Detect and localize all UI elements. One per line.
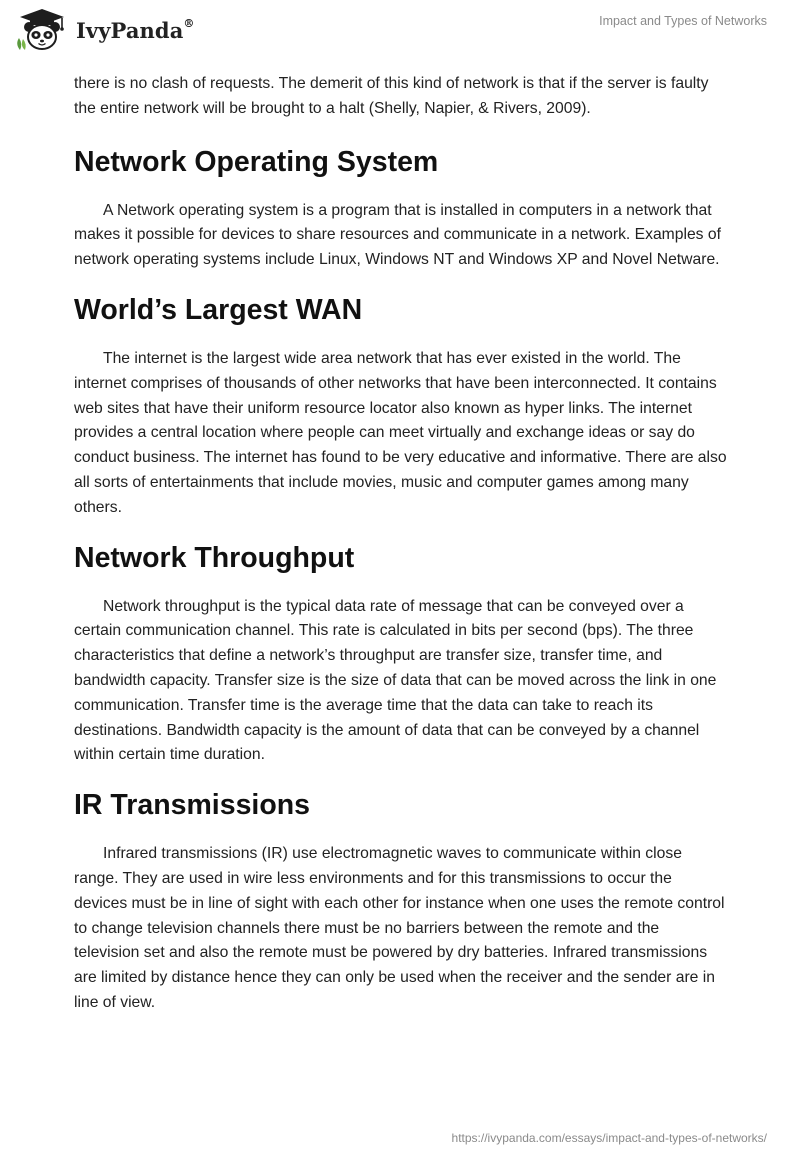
- heading-ir-transmissions: IR Transmissions: [74, 789, 311, 822]
- paragraph-continued: there is no clash of requests. The demerit of this kind of network is that if the server is faulty the entire network will be brought to a halt (Shelly, Napier, & Rivers, 2009).: [74, 75, 709, 117]
- ivypanda-logo[interactable]: [14, 8, 195, 52]
- paragraph-ir-transmissions: Infrared transmissions (IR) use electromagnetic waves to communicate within close range. They are used in wire less environments and for this transmissions to occur the devices must be in line of sight with each other for instance when one uses the remote control to change television channels there must be no barriers between the remote and the television set and also the remote must be powered by dry batteries. Infrared transmissions are limited by distance hence they can only be used when the receiver and the sender are in line of view.: [74, 845, 725, 1011]
- source-url[interactable]: https://ivypanda.com/essays/impact-and-types-of-networks/: [451, 1131, 767, 1145]
- heading-worlds-largest-wan: World’s Largest WAN: [74, 293, 363, 326]
- paragraph-network-throughput: Network throughput is the typical data rate of message that can be conveyed over a certain communication channel. This rate is calculated in bits per second (bps). The three characteristics that define a network’s throughput are transfer size, transfer time, and bandwidth capacity. Transfer size is the size of data that can be moved across the link in one communication. Transfer time is the average time that the data can take to reach its destinations. Bandwidth capacity is the amount of data that can be conveyed by a channel within certain time duration.: [74, 597, 717, 764]
- panda-graduate-icon: [14, 8, 70, 52]
- page-header: [0, 0, 800, 64]
- essay-body: [74, 72, 728, 1016]
- heading-network-throughput: Network Throughput: [74, 541, 355, 574]
- heading-network-operating-system: Network Operating System: [74, 145, 439, 178]
- paragraph-worlds-largest-wan: The internet is the largest wide area network that has ever existed in the world. The internet comprises of thousands of other networks that have been interconnected. It contains web sites that have their uniform resource locator also known as hyper links. The internet provides a central location where people can meet virtually and exchange ideas or say do conduct business. The internet has found to be very educative and informative. There are also all sorts of entertainments that include movies, music and computer games among many others.: [74, 349, 727, 516]
- document-title: Impact and Types of Networks: [599, 14, 767, 28]
- logo-wordmark: IvyPanda®: [76, 16, 195, 43]
- paragraph-network-operating-system: A Network operating system is a program that is installed in computers in a network that makes it possible for devices to share resources and communicate in a network. Examples of network operating systems include Linux, Windows NT and Windows XP and Novel Netware.: [74, 201, 721, 269]
